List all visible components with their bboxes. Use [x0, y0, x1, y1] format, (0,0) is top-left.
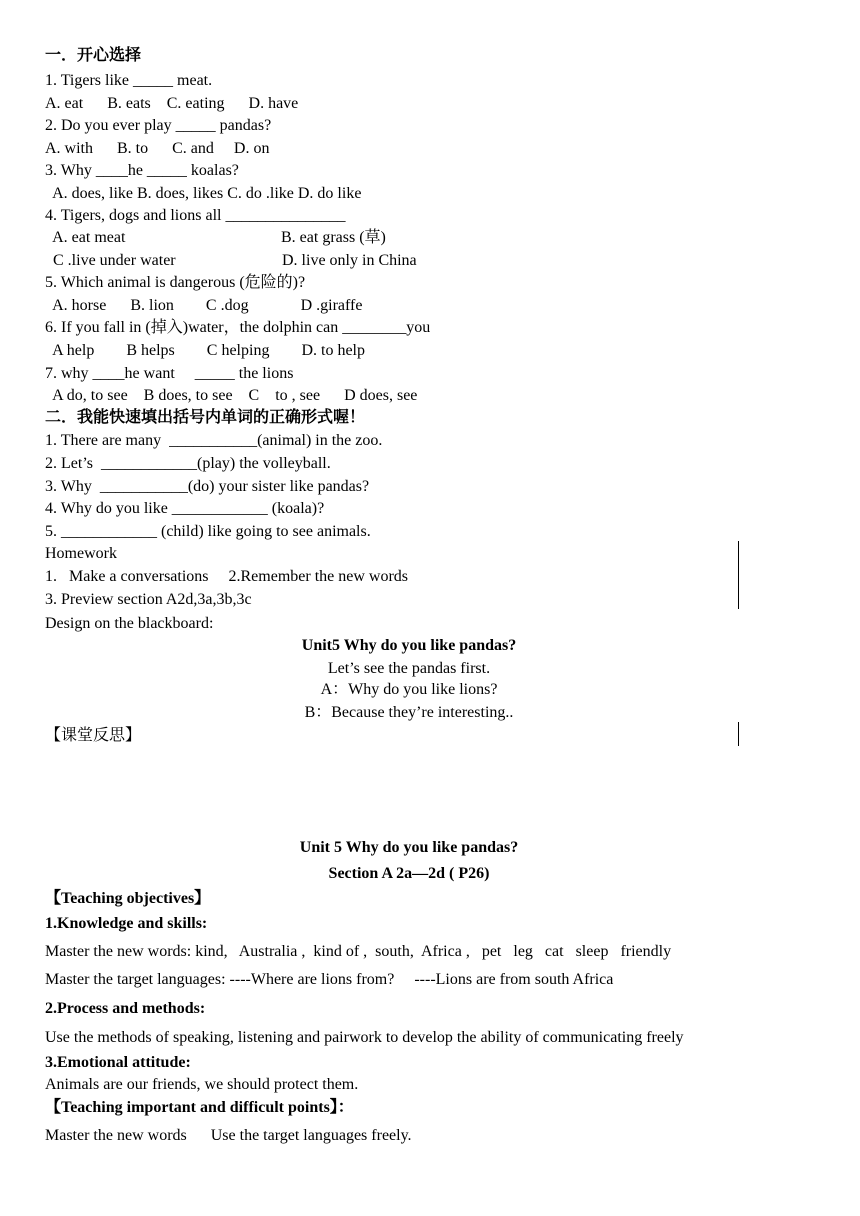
question-7: 7. why ____he want _____ the lions — [45, 365, 294, 382]
question-4-option-c: C .live under water — [45, 252, 176, 269]
emotional-line: Animals are our friends, we should protect them. — [45, 1076, 359, 1093]
homework-line-1: 1. Make a conversations 2.Remember the new words — [45, 568, 409, 585]
process-line: Use the methods of speaking, listening and pairwork to develop the ability of communicating freely — [45, 1029, 684, 1046]
lesson-subtitle: Section A 2a—2d ( P26) — [328, 865, 490, 882]
knowledge-line-2: Master the target languages: ----Where are lions from? ----Lions are from south Africa — [45, 971, 614, 988]
blackboard-line-1: Let’s see the pandas first. — [327, 660, 491, 677]
question-5-options: A. horse B. lion C .dog D .giraffe — [45, 297, 363, 314]
fill-4: 4. Why do you like ____________ (koala)? — [45, 500, 325, 517]
question-6-options: A help B helps C helping D. to help — [45, 342, 365, 359]
margin-rule-bottom — [738, 722, 739, 746]
fill-3: 3. Why ___________(do) your sister like pandas? — [45, 478, 370, 495]
margin-rule-top — [738, 541, 739, 609]
question-4-option-a: A. eat meat — [45, 229, 126, 246]
knowledge-heading: 1.Knowledge and skills: — [45, 915, 208, 932]
question-4: 4. Tigers, dogs and lions all _______________ — [45, 207, 346, 224]
question-7-options: A do, to see B does, to see C to , see D does, see — [45, 387, 418, 404]
emotional-heading: 3.Emotional attitude: — [45, 1054, 191, 1071]
question-3-options: A. does, like B. does, likes C. do .like D. do like — [45, 185, 362, 202]
blackboard-label: Design on the blackboard: — [45, 615, 214, 632]
question-4-option-d: D. live only in China — [282, 252, 417, 269]
fill-1: 1. There are many ___________(animal) in the zoo. — [45, 432, 383, 449]
knowledge-line-1: Master the new words: kind, Australia , kind of , south, Africa , pet leg cat sleep friendly — [45, 943, 672, 960]
objectives-heading: 【Teaching objectives】 — [45, 890, 211, 907]
section2-heading: 二．我能快速填出括号内单词的正确形式喔！ — [45, 409, 366, 426]
section1-heading: 一．开心选择 — [45, 47, 142, 64]
fill-2: 2. Let’s ____________(play) the volleyball. — [45, 455, 331, 472]
question-6: 6. If you fall in (掉入)water，the dolphin can ________you — [45, 319, 431, 336]
question-1: 1. Tigers like _____ meat. — [45, 72, 213, 89]
blackboard-title: Unit5 Why do you like pandas? — [301, 637, 517, 654]
reflection-heading: 【课堂反思】 — [45, 727, 142, 744]
process-heading: 2.Process and methods: — [45, 1000, 206, 1017]
points-line: Master the new words Use the target languages freely. — [45, 1127, 412, 1144]
question-1-options: A. eat B. eats C. eating D. have — [45, 95, 299, 112]
lesson-title: Unit 5 Why do you like pandas? — [299, 839, 519, 856]
question-5: 5. Which animal is dangerous (危险的)? — [45, 274, 306, 291]
blackboard-line-3: B：Because they’re interesting.. — [304, 704, 514, 721]
homework-title: Homework — [45, 545, 117, 562]
homework-line-2: 3. Preview section A2d,3a,3b,3c — [45, 591, 252, 608]
question-4-option-b: B. eat grass (草) — [281, 229, 386, 246]
question-2-options: A. with B. to C. and D. on — [45, 140, 270, 157]
question-3: 3. Why ____he _____ koalas? — [45, 162, 239, 179]
blackboard-line-2: A：Why do you like lions? — [320, 681, 498, 698]
question-2: 2. Do you ever play _____ pandas? — [45, 117, 272, 134]
fill-5: 5. ____________ (child) like going to see animals. — [45, 523, 371, 540]
points-heading: 【Teaching important and difficult points】： — [45, 1099, 354, 1116]
